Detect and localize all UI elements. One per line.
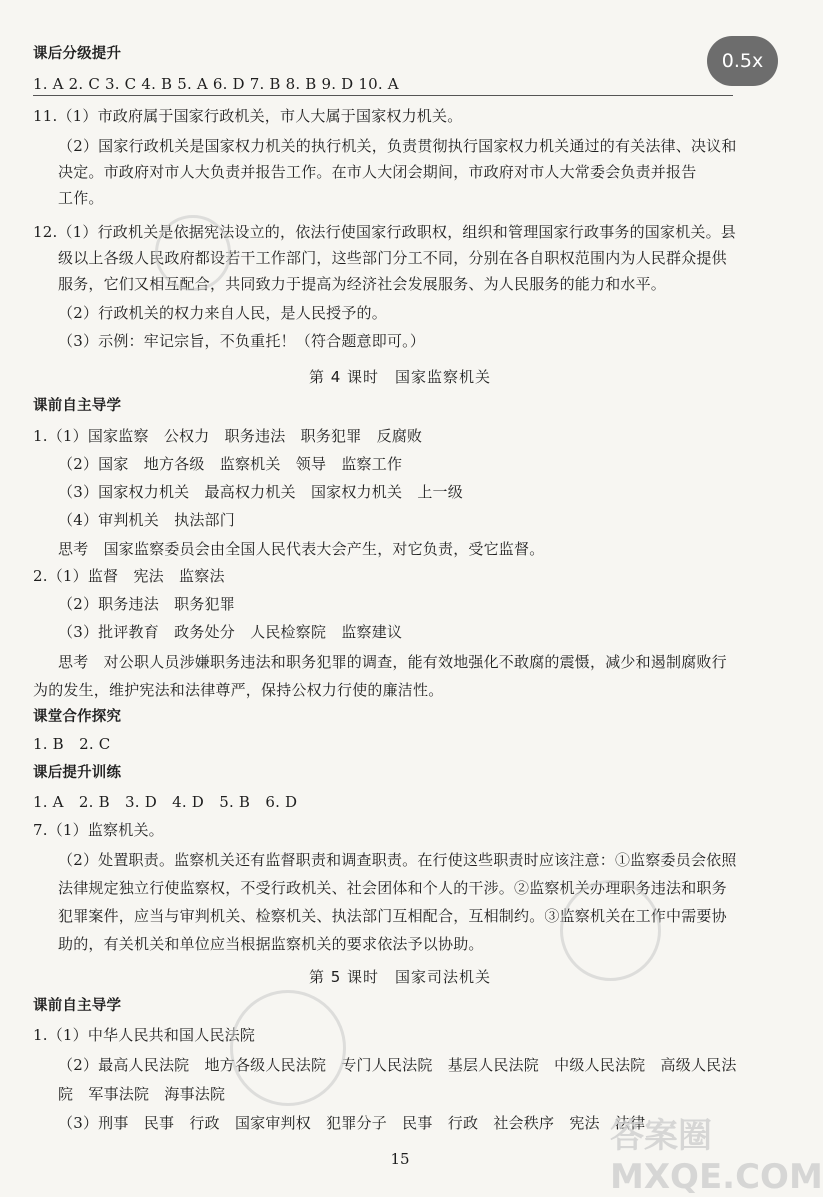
zoom-level-badge[interactable]: 0.5x bbox=[707, 36, 778, 86]
strike-line bbox=[33, 95, 733, 96]
site-watermark: 答案圈 MXQE.COM bbox=[610, 1116, 823, 1197]
answer-line: 决定。市政府对市人大负责并报告工作。在市人大闭会期间，市政府对市人大常委会负责并报告 bbox=[58, 163, 697, 181]
answer-line: 1. B 2. C bbox=[33, 735, 111, 753]
answer-line: （4）审判机关 执法部门 bbox=[58, 511, 235, 529]
answer-line: （3）国家权力机关 最高权力机关 国家权力机关 上一级 bbox=[58, 483, 463, 501]
lesson-title-4: 第 4 课时 国家监察机关 bbox=[308, 368, 492, 386]
answer-line: （2）国家 地方各级 监察机关 领导 监察工作 bbox=[58, 455, 403, 473]
answer-line: （3）示例：牢记宗旨，不负重托！（符合题意即可。） bbox=[58, 332, 426, 350]
answer-line: （2）最高人民法院 地方各级人民法院 专门人民法院 基层人民法院 中级人民法院 高级人民法 bbox=[58, 1056, 737, 1074]
think-line: 思考 国家监察委员会由全国人民代表大会产生，对它负责，受它监督。 bbox=[58, 540, 545, 558]
answer-line: 11.（1）市政府属于国家行政机关，市人大属于国家权力机关。 bbox=[33, 107, 463, 125]
answer-line: 院 军事法院 海事法院 bbox=[58, 1085, 226, 1103]
answer-line: 级以上各级人民政府都设若干工作部门，这些部门分工不同，分别在各自职权范围内为人民群众提供 bbox=[58, 249, 727, 267]
answer-line: （3）刑事 民事 行政 国家审判权 犯罪分子 民事 行政 社会秩序 宪法 法律 bbox=[58, 1114, 646, 1132]
stamp-watermark bbox=[155, 215, 231, 291]
answer-line: 1.（1）国家监察 公权力 职务违法 职务犯罪 反腐败 bbox=[33, 427, 423, 445]
page-number: 15 bbox=[390, 1150, 410, 1168]
answer-line: 犯罪案件，应当与审判机关、检察机关、执法部门互相配合，互相制约。③监察机关在工作中需要协 bbox=[58, 907, 727, 925]
answer-line: 为的发生，维护宪法和法律尊严，保持公权力行使的廉洁性。 bbox=[33, 681, 444, 699]
answer-line: 1.（1）中华人民共和国人民法院 bbox=[33, 1026, 256, 1044]
answer-line: （2）处置职责。监察机关还有监督职责和调查职责。在行使这些职责时应该注意：①监察委员会依照 bbox=[58, 851, 737, 869]
answer-line: （2）行政机关的权力来自人民，是人民授予的。 bbox=[58, 304, 387, 322]
stamp-watermark bbox=[560, 880, 661, 981]
section-heading-post-class: 课后分级提升 bbox=[33, 46, 122, 62]
section-heading-pre-class: 课前自主导学 bbox=[33, 998, 122, 1014]
answer-line: （3）批评教育 政务处分 人民检察院 监察建议 bbox=[58, 623, 403, 641]
section-heading-pre-class: 课前自主导学 bbox=[33, 398, 122, 414]
answer-line: 2.（1）监督 宪法 监察法 bbox=[33, 567, 225, 585]
think-line: 思考 对公职人员涉嫌职务违法和职务犯罪的调查，能有效地强化不敢腐的震慑，减少和遏制腐败行 bbox=[58, 653, 727, 671]
answer-line: 12.（1）行政机关是依据宪法设立的，依法行使国家行政职权，组织和管理国家行政事务的国家机关。县 bbox=[33, 223, 737, 241]
section-heading-in-class: 课堂合作探究 bbox=[33, 709, 122, 725]
section-heading-training: 课后提升训练 bbox=[33, 765, 122, 781]
answer-line: 助的，有关机关和单位应当根据监察机关的要求依法予以协助。 bbox=[58, 935, 484, 953]
answer-line: 7.（1）监察机关。 bbox=[33, 821, 164, 839]
answer-line: 服务，它们又相互配合，共同致力于提高为经济社会发展服务、为人民服务的能力和水平。 bbox=[58, 275, 667, 293]
answer-line: 1. A 2. C 3. C 4. B 5. A 6. D 7. B 8. B 9. D 10. A bbox=[33, 75, 399, 93]
answer-line: （2）国家行政机关是国家权力机关的执行机关，负责贯彻执行国家权力机关通过的有关法律、决议和 bbox=[58, 137, 737, 155]
answer-line: 法律规定独立行使监察权，不受行政机关、社会团体和个人的干涉。②监察机关办理职务违法和职务 bbox=[58, 879, 727, 897]
answer-line: 工作。 bbox=[58, 189, 104, 207]
answer-line: （2）职务违法 职务犯罪 bbox=[58, 595, 235, 613]
lesson-title-5: 第 5 课时 国家司法机关 bbox=[308, 968, 492, 986]
answer-line: 1. A 2. B 3. D 4. D 5. B 6. D bbox=[33, 793, 298, 811]
stamp-watermark bbox=[230, 990, 346, 1106]
